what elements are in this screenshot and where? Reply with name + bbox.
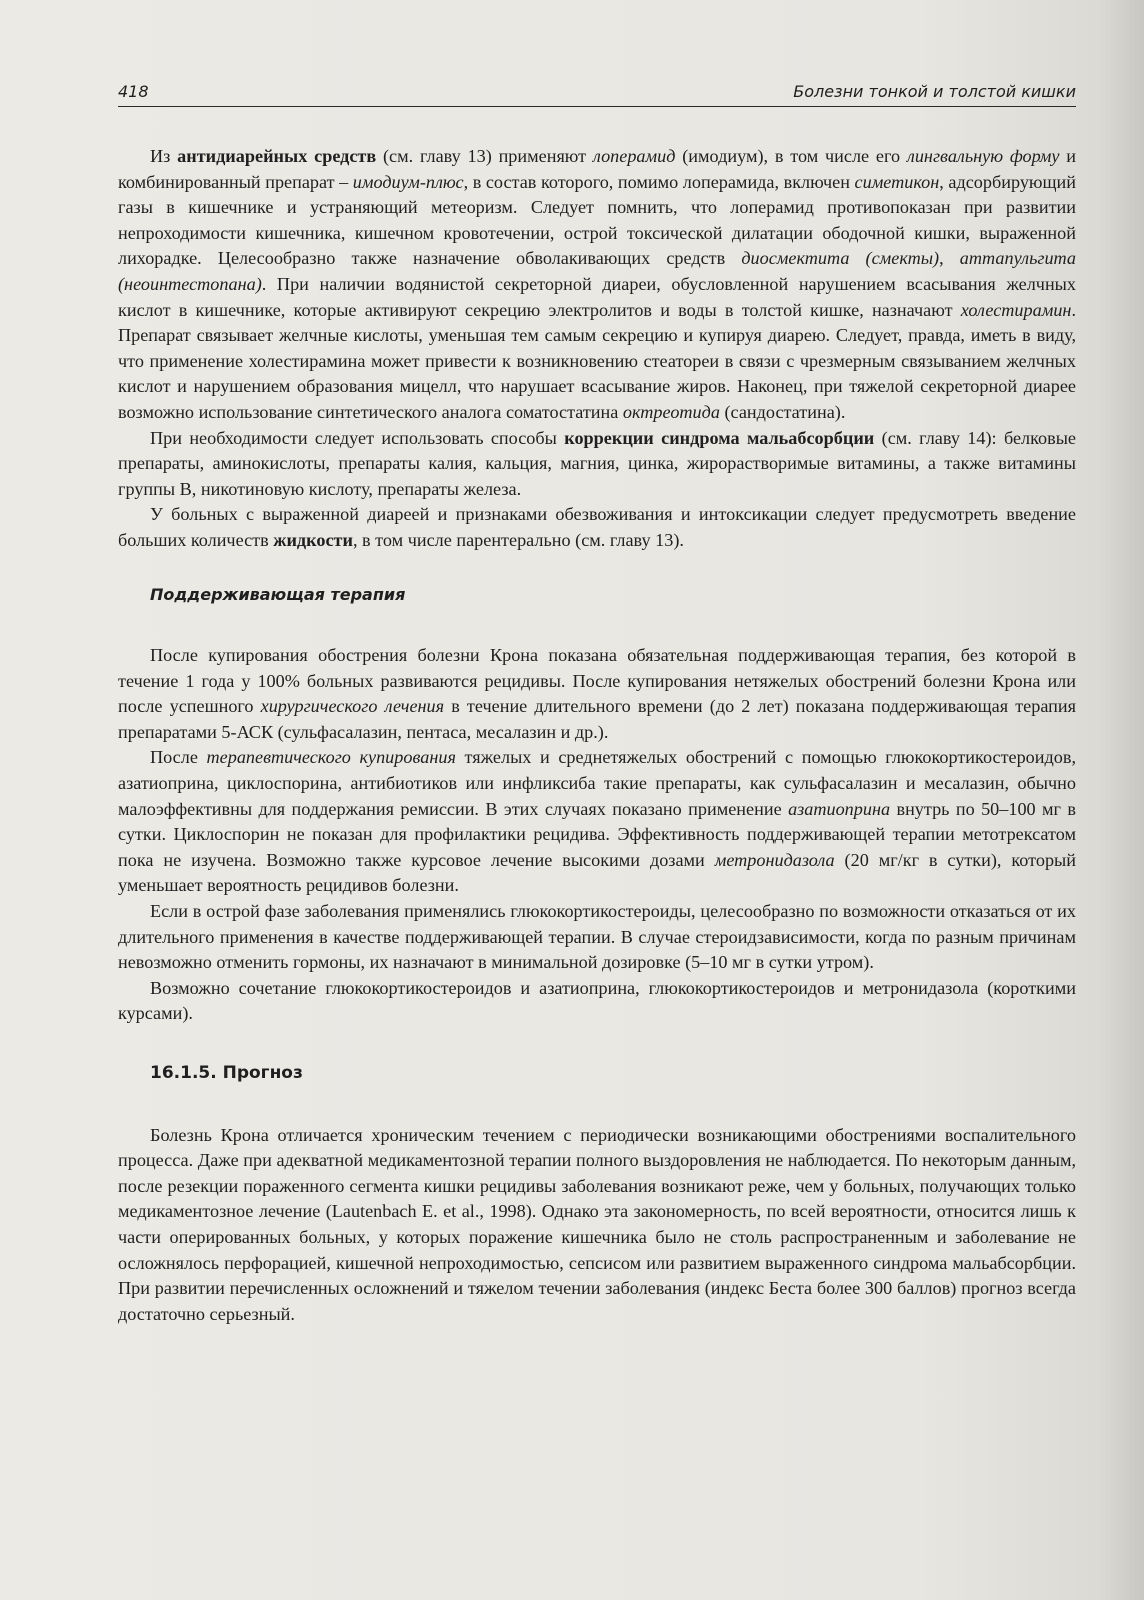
- paragraph: [118, 899, 1076, 976]
- section-heading-maintenance: Поддерживающая терапия: [150, 584, 406, 604]
- bold-text: жидкости: [273, 529, 353, 550]
- text-run: внутрь по 50–100 мг в сутки. Циклоспорин не показан для профилактики рецидива. Эффективность поддерживающей терапии метотрексатом пока не изучена. Возможно также курсовое лечение высокими дозами: [118, 798, 1077, 870]
- italic-text: симетикон: [854, 171, 940, 192]
- paragraph: [118, 144, 1076, 426]
- text-run: После купирования обострения болезни Крона показана обязательная поддерживающая терапия, без которой в течение 1 года у 100% больных развиваются рецидивы. После купирования нетяжелых обострений болезни Крона или после успешного: [118, 645, 1076, 717]
- italic-text: метронидазола: [714, 849, 835, 870]
- italic-text: октреотида: [622, 401, 720, 422]
- italic-text: диосмектита (смекты): [741, 248, 940, 269]
- italic-text: хирургического лечения: [260, 696, 445, 717]
- paragraph: [118, 426, 1076, 503]
- paragraph: [118, 1123, 1076, 1328]
- text-run: (20 мг/кг в сутки), который уменьшает вероятность рецидивов болезни.: [118, 849, 1077, 896]
- text-run: . Препарат связывает желчные кислоты, уменьшая тем самым секрецию и купируя диарею. Следует, правда, иметь в виду, что применение холестирамина может привести к возникновению стеатореи в связи с чрезмерным связыванием желчных кислот и нарушением образования мицелл, что нарушает всасывание жиров. Наконец, при тяжелой секреторной диарее возможно использование синтетического аналога соматостатина: [118, 299, 1076, 422]
- chapter-title: Болезни тонкой и толстой кишки: [793, 82, 1076, 101]
- text-run: (см. главу 14): белковые препараты, аминокислоты, препараты калия, кальция, магния, цинка, жирорастворимые витамины, а также витамины группы В, никотиновую кислоту, препараты железа.: [118, 427, 1076, 499]
- text-run: При необходимости следует использовать способы: [150, 427, 565, 448]
- text-run: Из: [150, 146, 178, 166]
- text-run: Если в острой фазе заболевания применялись глюкокортикостероиды, целесообразно по возможности отказаться от их длительного применения в качестве поддерживающей терапии. В случае стероидзависимости, когда по разным причинам невозможно отменить гормоны, их назначают в минимальной дозировке (5–10 мг в сутки утром).: [118, 901, 1076, 973]
- text-run: ,: [939, 248, 960, 269]
- paragraph: [118, 745, 1076, 899]
- text-run: . При наличии водянистой секреторной диареи, обусловленной нарушением всасывания желчных кислот в кишечнике, которые активируют секрецию электролитов и воды в толстой кишке, назначают: [118, 273, 1076, 320]
- page-body: [118, 144, 1076, 1327]
- running-header: [118, 80, 1076, 107]
- text-run: У больных с выраженной диареей и признаками обезвоживания и интоксикации следует предусмотреть введение больших количеств: [118, 504, 1076, 550]
- bold-text: антидиарейных средств: [177, 146, 377, 166]
- text-run: , в том числе парентерально (см. главу 13).: [352, 529, 684, 550]
- bold-text: коррекции синдрома мальабсорбции: [564, 427, 875, 448]
- text-run: в течение длительного времени (до 2 лет) показана поддерживающая терапия препаратами 5-АСК (сульфасалазин, пентаса, месалазин и др.).: [118, 696, 1077, 742]
- paragraph: [118, 976, 1076, 1027]
- italic-text: терапевтического купирования: [206, 747, 456, 768]
- italic-text: холестирамин: [960, 299, 1072, 320]
- text-run: , в состав которого, помимо лоперамида, включен: [463, 171, 855, 192]
- italic-text: лингвальную форму: [906, 146, 1060, 166]
- text-run: (см. главу 13) применяют: [376, 146, 593, 166]
- text-run: тяжелых и среднетяжелых обострений с помощью глюкокортикостероидов, азатиоприна, циклоспорина, антибиотиков или инфликсиба такие препараты, как сульфасалазин и месалазин, обычно малоэффективны для поддержания ремиссии. В этих случаях показано применение: [118, 747, 1076, 819]
- text-run: Возможно сочетание глюкокортикостероидов и азатиоприна, глюкокортикостероидов и метронидазола (короткими курсами).: [118, 977, 1076, 1024]
- text-run: и комбинированный препарат –: [118, 146, 1077, 192]
- page-number: 418: [118, 82, 149, 101]
- italic-text: лоперамид: [592, 146, 676, 166]
- italic-text: аттапульгита (неоинтестопана): [118, 248, 1076, 294]
- paragraph: [118, 502, 1076, 553]
- text-run: Болезнь Крона отличается хроническим течением с периодически возникающими обострениями воспалительного процесса. Даже при адекватной медикаментозной терапии полного выздоровления не наблюдается. По некоторым данным, после резекции пораженного сегмента кишки рецидивы заболевания возникают реже, чем у больных, получающих только медикаментозное лечение (Lautenbach E. et al., 1998). Однако эта закономерность, по всей вероятности, относится лишь к части оперированных больных, у которых поражение кишечника было не столь распространенным и заболевание не осложнялось перфорацией, кишечной непроходимостью, сепсисом или развитием выраженного синдрома мальабсорбции. При развитии перечисленных осложнений и тяжелом течении заболевания (индекс Беста более 300 баллов) прогноз всегда достаточно серьезный.: [118, 1124, 1076, 1324]
- text-run: , адсорбирующий газы в кишечнике и устраняющий метеоризм. Следует помнить, что лоперамид противопоказан при развитии непроходимости кишечника, кишечном кровотечении, острой токсической дилатации ободочной кишки, выраженной лихорадке. Целесообразно также назначение обволакивающих средств: [118, 171, 1076, 269]
- text-run: После: [150, 747, 207, 768]
- text-run: (имодиум), в том числе его: [675, 146, 907, 166]
- paragraph: [118, 643, 1076, 745]
- italic-text: азатиоприна: [788, 798, 891, 819]
- italic-text: имодиум-плюс: [352, 171, 464, 192]
- text-run: (сандостатина).: [719, 401, 846, 422]
- subsection-heading-prognosis: 16.1.5. Прогноз: [150, 1063, 303, 1083]
